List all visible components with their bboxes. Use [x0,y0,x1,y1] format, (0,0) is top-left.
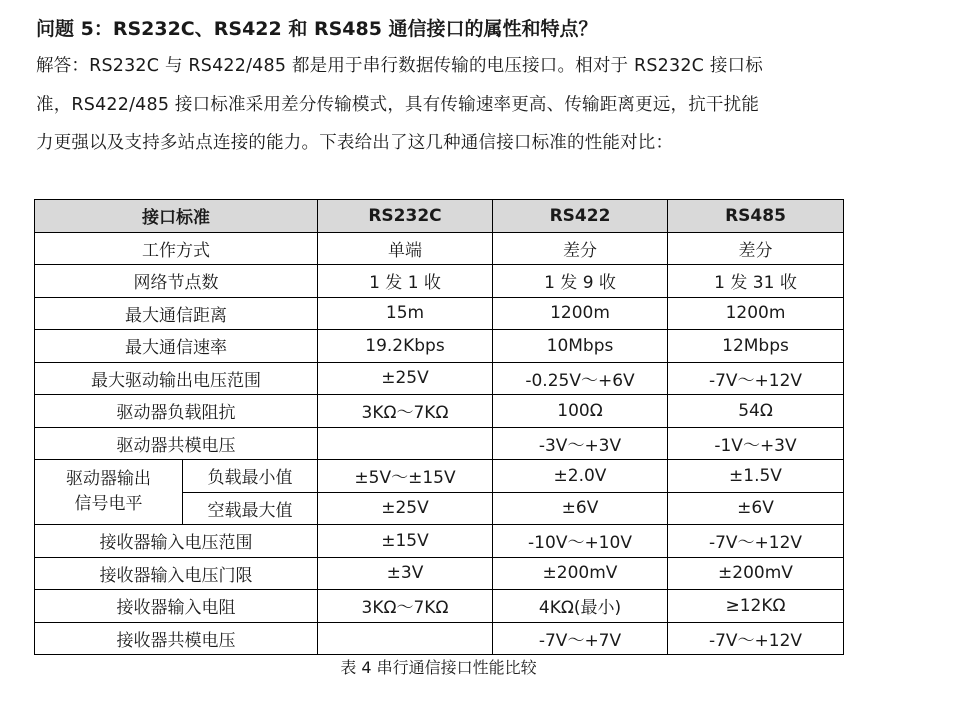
row-label: 接收器输入电压门限 [35,557,318,590]
cell-rs422: 4KΩ(最小) [493,590,668,623]
group-label-line-2: 信号电平 [74,494,143,514]
table-header-row [35,200,844,233]
row-label: 工作方式 [35,232,318,265]
cell-rs232c: 1 发 1 收 [318,265,493,298]
cell-rs422: ±200mV [493,557,668,590]
cell-rs485: -7V～+12V [668,362,844,395]
header-rs232c: RS232C [318,200,493,233]
cell-rs485: ±6V [668,492,844,525]
cell-rs485: ±1.5V [668,460,844,493]
cell-rs485: ≥12KΩ [668,590,844,623]
cell-rs422: ±6V [493,492,668,525]
cell-rs485: -7V～+12V [668,622,844,655]
cell-rs422: 1200m [493,297,668,330]
cell-rs485: 12Mbps [668,330,844,363]
cell-rs422: -3V～+3V [493,427,668,460]
table-row [35,297,844,330]
table-row [35,232,844,265]
cell-rs485: -7V～+12V [668,525,844,558]
row-label: 网络节点数 [35,265,318,298]
group-label-line-1: 驱动器输出 [66,469,151,490]
header-interface-standard: 接口标准 [35,200,318,233]
row-label: 接收器共模电压 [35,622,318,655]
answer-paragraph-line-1: 解答：RS232C 与 RS422/485 都是用于串行数据传输的电压接口。相对于 RS232C 接口标 [36,56,763,76]
table-row [35,330,844,363]
row-label: 最大驱动输出电压范围 [35,362,318,395]
answer-paragraph-line-2: 准，RS422/485 接口标准采用差分传输模式，具有传输速率更高、传输距离更远，抗干扰能 [36,95,760,115]
sub-row-label: 负载最小值 [183,460,318,493]
table-row [35,395,844,428]
cell-rs232c: 3KΩ～7KΩ [318,395,493,428]
cell-rs485: ±200mV [668,557,844,590]
cell-rs485: 54Ω [668,395,844,428]
cell-rs422: 10Mbps [493,330,668,363]
interface-comparison-table [34,199,844,655]
cell-rs232c [318,622,493,655]
row-label: 驱动器共模电压 [35,427,318,460]
cell-rs422: ±2.0V [493,460,668,493]
cell-rs422: -7V～+7V [493,622,668,655]
table-caption: 表 4 串行通信接口性能比较 [340,658,537,677]
row-label: 接收器输入电压范围 [35,525,318,558]
row-label: 最大通信速率 [35,330,318,363]
cell-rs422: 100Ω [493,395,668,428]
cell-rs232c: ±25V [318,492,493,525]
cell-rs485: 1200m [668,297,844,330]
row-label: 接收器输入电阻 [35,590,318,623]
group-label [35,460,183,525]
row-label: 驱动器负载阻抗 [35,395,318,428]
cell-rs422: -0.25V～+6V [493,362,668,395]
answer-paragraph-line-3: 力更强以及支持多站点连接的能力。下表给出了这几种通信接口标准的性能对比： [36,133,674,153]
cell-rs485: 差分 [668,232,844,265]
sub-row-label: 空载最大值 [183,492,318,525]
table-row [35,525,844,558]
table-row [35,362,844,395]
cell-rs422: 差分 [493,232,668,265]
cell-rs232c: 15m [318,297,493,330]
header-rs422: RS422 [493,200,668,233]
header-rs485: RS485 [668,200,844,233]
cell-rs422: 1 发 9 收 [493,265,668,298]
cell-rs232c: 3KΩ～7KΩ [318,590,493,623]
table-row [35,265,844,298]
cell-rs232c: 19.2Kbps [318,330,493,363]
table-row [35,557,844,590]
cell-rs232c: ±5V～±15V [318,460,493,493]
cell-rs232c: ±3V [318,557,493,590]
cell-rs485: 1 发 31 收 [668,265,844,298]
table-row [35,427,844,460]
cell-rs232c: 单端 [318,232,493,265]
question-heading: 问题 5：RS232C、RS422 和 RS485 通信接口的属性和特点？ [36,18,598,40]
cell-rs232c [318,427,493,460]
cell-rs485: -1V～+3V [668,427,844,460]
cell-rs422: -10V～+10V [493,525,668,558]
table-row [35,590,844,623]
cell-rs232c: ±15V [318,525,493,558]
row-label: 最大通信距离 [35,297,318,330]
table-row [35,622,844,655]
table-row [35,460,844,493]
cell-rs232c: ±25V [318,362,493,395]
